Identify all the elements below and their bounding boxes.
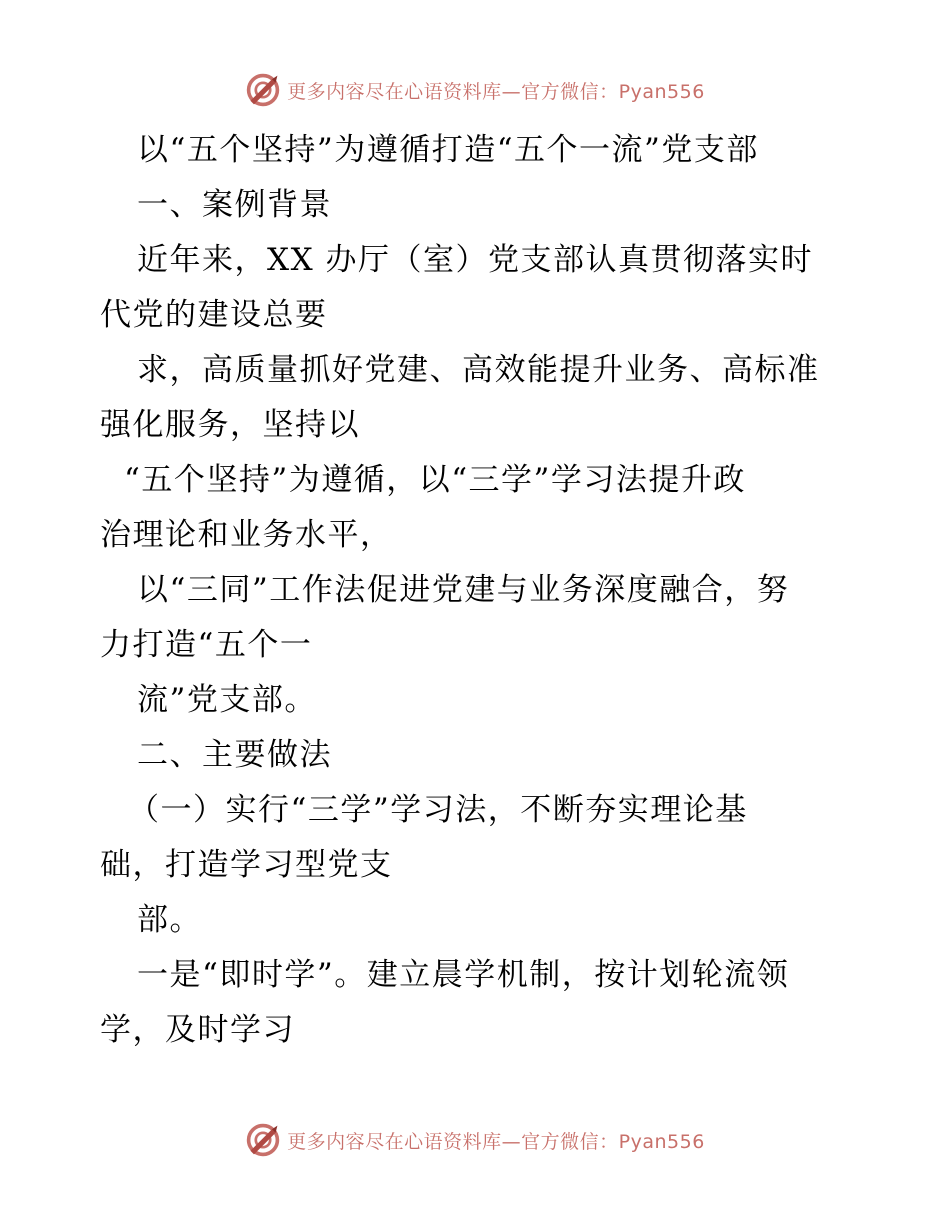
watermark-logo-icon <box>245 1122 281 1158</box>
paragraph-line: 治理论和业务水平， <box>100 517 393 553</box>
document-body <box>100 123 860 1058</box>
paragraph-line: 以“三同”工作法促进党建与业务深度融合，努 <box>137 572 790 608</box>
document-title: 以“五个坚持”为遵循打造“五个一流”党支部 <box>137 132 759 168</box>
paragraph-line: 求，高质量抓好党建、高效能提升业务、高标准 <box>137 352 820 388</box>
watermark-text: 更多内容尽在心语资料库—官方微信：Pyan556 <box>287 1130 705 1153</box>
section-heading-background: 一、案例背景 <box>137 187 332 223</box>
paragraph-line: 础，打造学习型党支 <box>100 847 393 883</box>
paragraph-line: 强化服务，坚持以 <box>100 407 360 443</box>
paragraph-line: 力打造“五个一 <box>100 627 313 663</box>
paragraph-line: 流”党支部。 <box>137 682 317 718</box>
paragraph-line: 部。 <box>137 902 202 938</box>
section-heading-methods: 二、主要做法 <box>137 737 332 773</box>
paragraph-line: “五个坚持”为遵循，以“三学”学习法提升政 <box>124 462 746 498</box>
paragraph-line: 代党的建设总要 <box>100 297 328 333</box>
subsection-heading: （一）实行“三学”学习法，不断夯实理论基 <box>128 792 748 828</box>
paragraph-line: 近年来，XX 办厅（室）党支部认真贯彻落实时 <box>137 242 813 278</box>
watermark-text: 更多内容尽在心语资料库—官方微信：Pyan556 <box>287 80 705 103</box>
paragraph-line: 一是“即时学”。建立晨学机制，按计划轮流领 <box>137 957 790 993</box>
paragraph-line: 学，及时学习 <box>100 1012 295 1048</box>
footer-watermark <box>0 1120 950 1160</box>
watermark-logo-icon <box>245 72 281 108</box>
header-watermark <box>0 70 950 110</box>
